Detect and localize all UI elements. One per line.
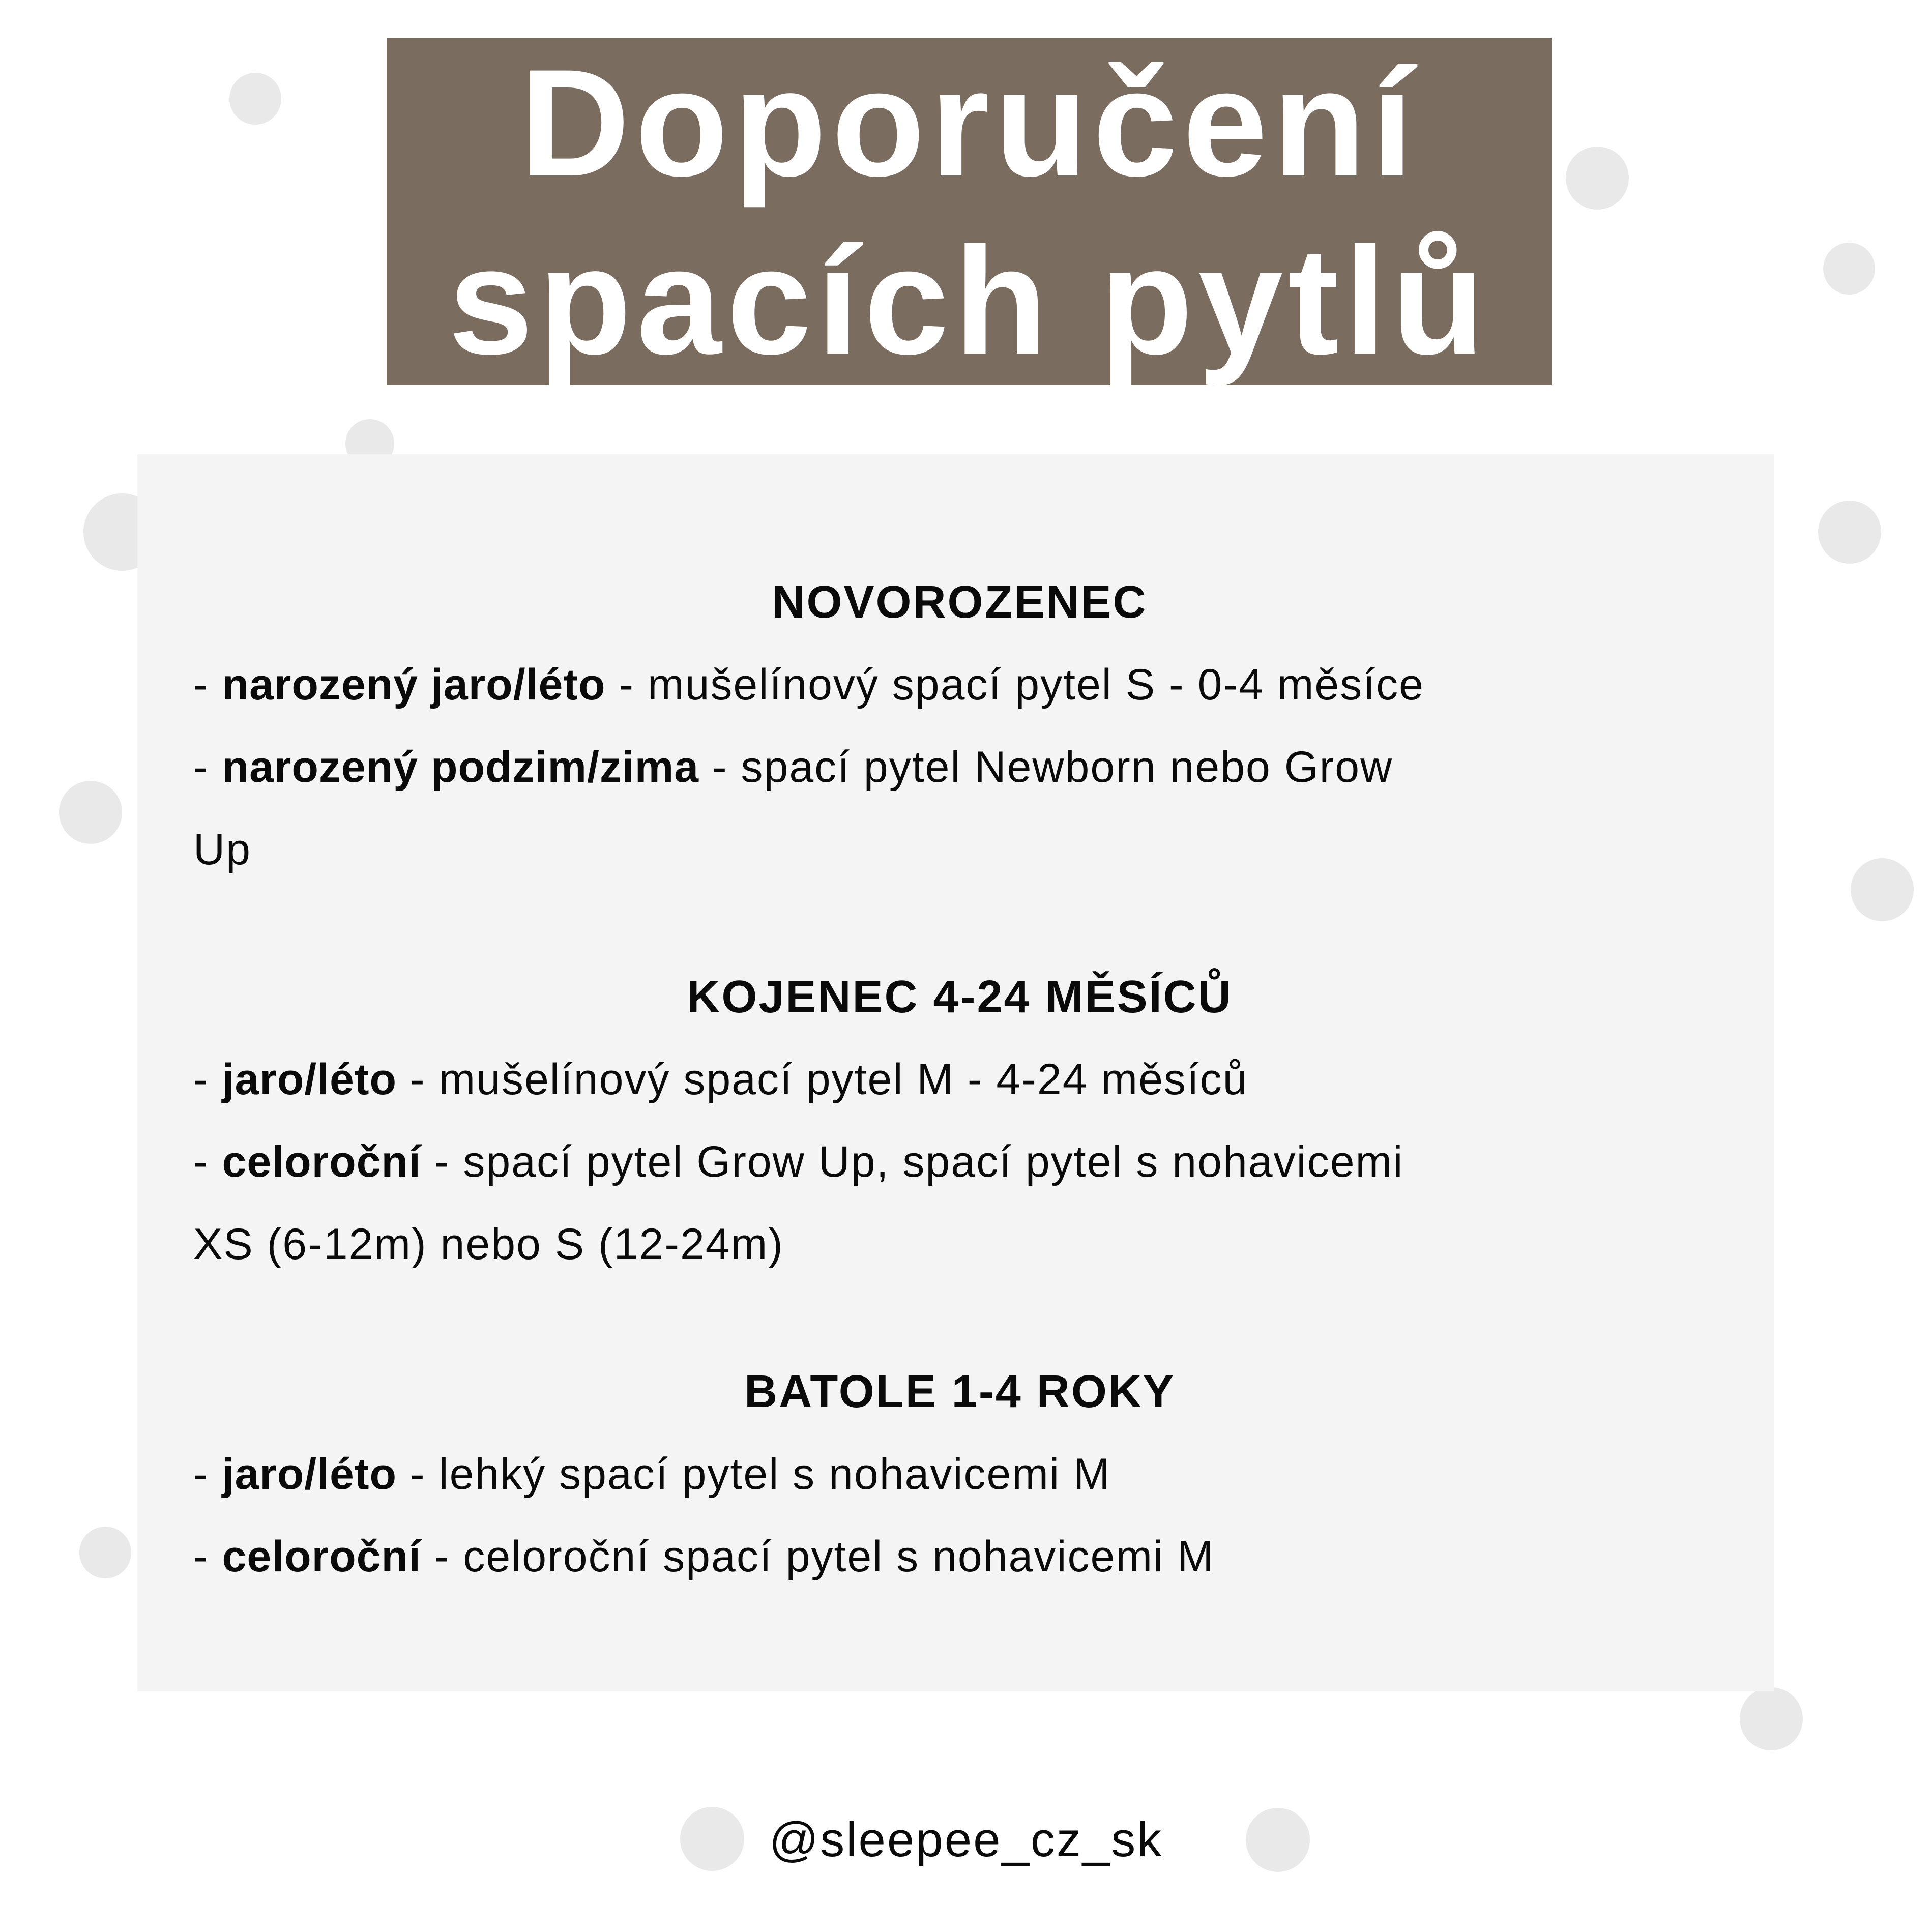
content-panel [137,454,1774,1691]
polka-dot [1818,501,1881,564]
bullet-dash: - [193,1055,222,1104]
recommendation-line [193,1121,1726,1203]
recommendation-text: celoroční spací pytel s nohavicemi M [463,1532,1215,1581]
section-novorozenec [193,561,1726,891]
separator-dash: - [397,1450,439,1499]
instagram-handle: @sleepee_cz_sk [769,1812,1163,1867]
section-kojenec [193,956,1726,1285]
recommendation-line [193,643,1726,726]
bullet-dash: - [193,1137,222,1186]
title-line-1: Doporučení [519,37,1419,208]
season-label: jaro/léto [222,1055,397,1104]
bullet-dash: - [193,1450,222,1499]
section-heading-novorozenec: NOVOROZENEC [772,577,1148,628]
recommendation-wrap-line: XS (6-12m) nebo S (12-24m) [193,1220,784,1269]
polka-dot [229,73,281,125]
recommendation-text: lehký spací pytel s nohavicemi M [438,1450,1111,1499]
section-heading-batole: BATOLE 1-4 ROKY [744,1366,1175,1417]
section-heading-kojenec: KOJENEC 4-24 MĚSÍCŮ [687,972,1233,1022]
polka-dot [79,1527,131,1578]
bullet-dash: - [193,1532,222,1581]
season-label: jaro/léto [222,1450,397,1499]
recommendation-line [193,1515,1726,1598]
polka-dot [1823,243,1875,295]
title-banner [387,38,1552,385]
recommendation-line [193,726,1726,808]
separator-dash: - [397,1055,439,1104]
recommendation-line [193,1038,1726,1121]
bullet-dash: - [193,660,222,709]
polka-dot [1851,858,1914,921]
separator-dash: - [421,1137,463,1186]
polka-dot [1740,1687,1803,1750]
recommendation-text: mušelínový spací pytel S - 0-4 měsíce [647,660,1424,709]
season-label: narozený podzim/zima [222,743,699,792]
season-label: celoroční [222,1137,421,1186]
recommendation-line [193,1433,1726,1515]
recommendation-text: spací pytel Grow Up, spací pytel s nohavicemi [463,1137,1404,1186]
season-label: narozený jaro/léto [222,660,606,709]
separator-dash: - [605,660,648,709]
season-label: celoroční [222,1532,421,1581]
title-line-2: spacích pytlů [448,215,1490,386]
polka-dot [59,781,122,844]
recommendation-wrap-line: Up [193,825,251,874]
polka-dot [1566,147,1629,210]
recommendation-text: spací pytel Newborn nebo Grow [741,743,1393,792]
separator-dash: - [421,1532,463,1581]
separator-dash: - [699,743,741,792]
bullet-dash: - [193,743,222,792]
section-batole [193,1351,1726,1598]
recommendation-text: mušelínový spací pytel M - 4-24 měsíců [438,1055,1248,1104]
